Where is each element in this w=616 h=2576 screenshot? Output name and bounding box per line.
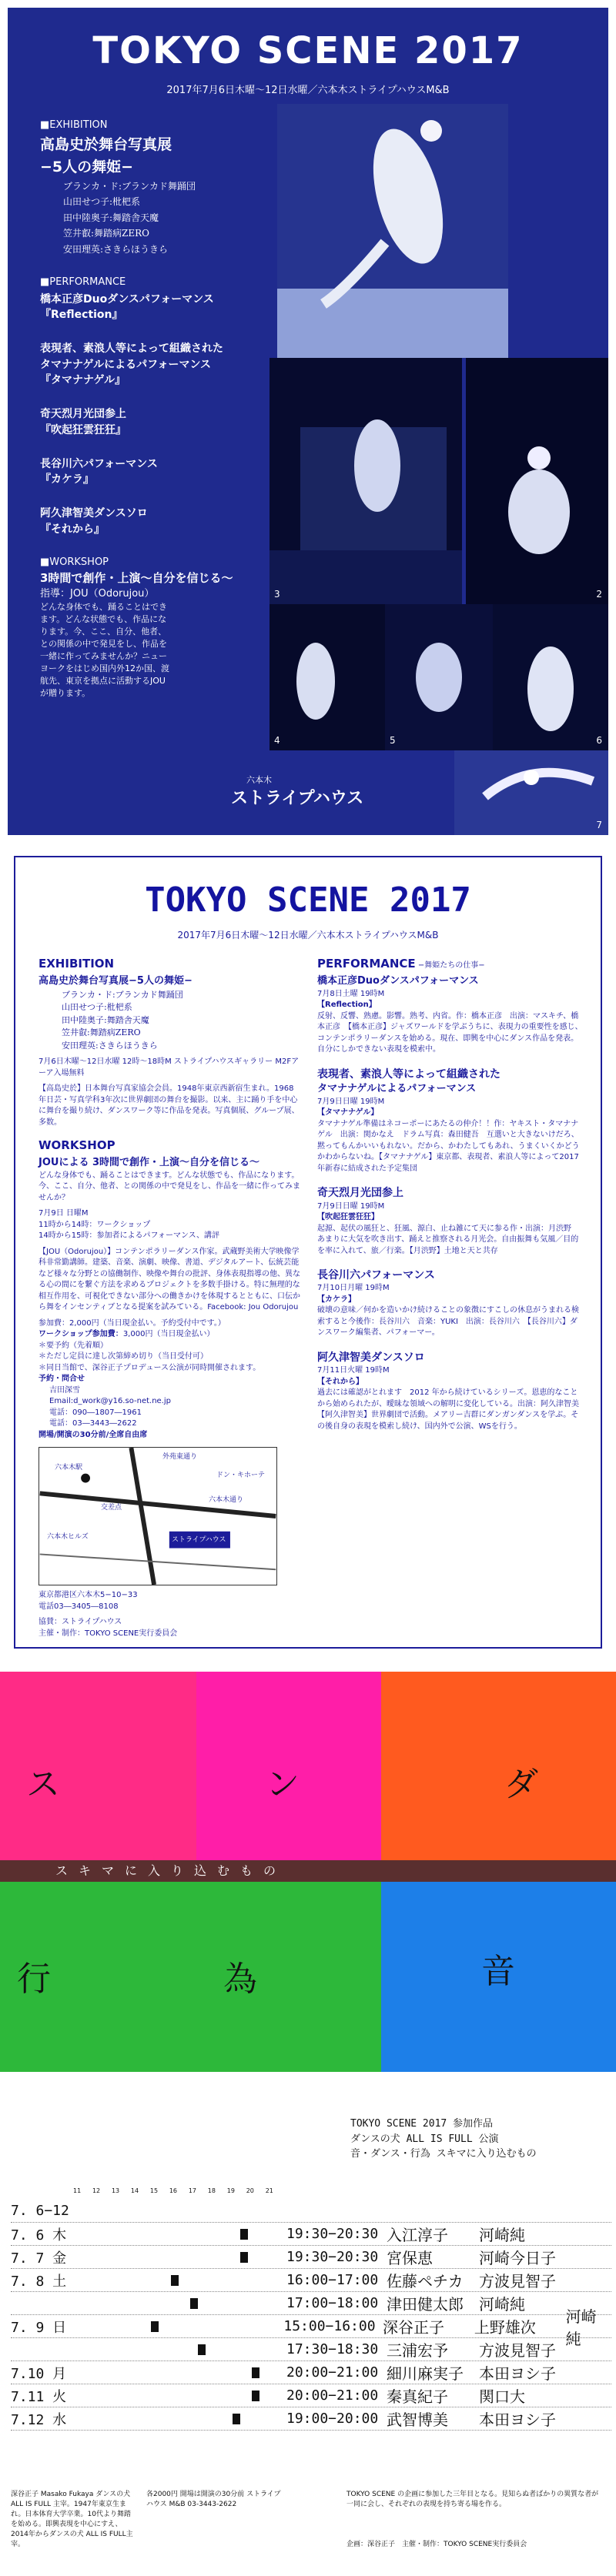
workshop-title: 3時間で創作・上演〜自分を信じる〜	[40, 570, 233, 585]
dancer-item: ブランカ・ド:ブランカド舞踊団	[63, 180, 196, 192]
row-performer: 三浦宏予	[387, 2341, 448, 2360]
dancer-item: 笠井叡:舞踏病ZERO	[62, 1027, 141, 1038]
color-block-poster	[0, 1672, 616, 2072]
timeline-mark	[252, 2391, 259, 2401]
venue-area: 六本木	[246, 775, 272, 785]
perf-work: 【カケラ】	[317, 1295, 356, 1304]
timeline-mark	[151, 2321, 159, 2332]
workshop-fee-label: ワークショップ参加費：	[38, 1330, 123, 1339]
dancer-item: 安田理英:さきらほうきら	[63, 243, 169, 255]
row-performer: 河崎純	[479, 2295, 525, 2314]
row-performer: 本田ヨシ子	[479, 2364, 556, 2383]
row-performer: 河崎純	[565, 2307, 597, 2348]
perf-title: 長谷川六パフォーマンス	[40, 457, 158, 470]
hour-tick: 19	[226, 2187, 235, 2194]
flyer-front-title: TOKYO SCENE 2017	[92, 29, 524, 72]
row-timeline	[71, 2200, 286, 2222]
hour-scale	[73, 2187, 273, 2194]
workshop-date: 7月9日 日曜M	[38, 1209, 89, 1218]
workshop-label: ■WORKSHOP	[40, 556, 109, 568]
row-time: 19:00−20:00	[286, 2411, 379, 2427]
flyer-front-subtitle: 2017年7月6日木曜〜12日水曜／六本木ストライプハウスM&B	[166, 85, 450, 96]
poster-glyph: 音	[481, 1952, 515, 1991]
perf-title: 奇天烈月光団参上	[40, 408, 126, 421]
row-performer: 方波見智子	[479, 2341, 556, 2360]
note: ＊ただし定員に達し次第締め切り（当日受付可）	[38, 1352, 208, 1362]
row-time: 20:00−21:00	[286, 2364, 379, 2381]
row-day: 7.12 水	[11, 2411, 67, 2428]
photo-number: 2	[596, 589, 602, 600]
exhibition-subtitle: −5人の舞姫−	[40, 159, 134, 176]
row-day: 7.11 火	[11, 2388, 67, 2405]
photo-number: 7	[596, 820, 602, 830]
exhibition-info: 7月6日木曜〜12日水曜 12時〜18時M ストライプハウスギャラリー M2Fアーア入場無料	[38, 1057, 300, 1078]
hour-tick: 17	[188, 2187, 196, 2194]
row-timeline	[71, 2269, 286, 2291]
perf-work: 『それから』	[40, 523, 105, 536]
perf-work: 『タマナナゲル』	[40, 373, 126, 386]
timeline-mark	[240, 2252, 248, 2263]
perf-title: 長谷川六パフォーマンス	[317, 1269, 435, 1282]
timeline-mark	[233, 2414, 240, 2424]
hour-tick: 14	[130, 2187, 139, 2194]
perf-title: 阿久津智美ダンスソロ	[40, 507, 148, 520]
right-column	[317, 956, 587, 1432]
row-performer: 入江淳子	[387, 2226, 448, 2244]
photo-number: 3	[274, 589, 280, 600]
perf-work: 『Reflection』	[40, 309, 123, 322]
timeline-mark	[190, 2298, 198, 2309]
stage-photo	[385, 604, 493, 750]
stage-photo	[270, 358, 462, 604]
hour-tick: 13	[111, 2187, 120, 2194]
map-label-landmark: ドン・キホーテ	[216, 1472, 266, 1480]
row-performer: 関口大	[479, 2387, 525, 2406]
color-block	[381, 1672, 616, 1860]
dancer-list	[40, 179, 294, 257]
color-block	[0, 1672, 196, 1860]
perf-date: 7月10日月曜 19時M	[317, 1284, 390, 1293]
perf-title: タマナナゲルによるパフォーマンス	[40, 358, 212, 371]
workshop-lead: 指導：JOU（Odorujou）	[40, 587, 155, 600]
schedule-header-line: 音・ダンス・行為 スキマに入り込むもの	[350, 2148, 537, 2160]
poster-tagline: スキマに入り込むもの	[0, 1860, 616, 1882]
row-timeline	[71, 2361, 286, 2384]
workshop-description: どんな身体でも、踊ることはできます。どんな状態でも、作品になります。今、ここ、自分、他者、との関係の中で発見をし、作品を一緒に作ってみませんか？ニューヨークをはじめ国内外12か国、渡航先、東京を拠点に活動するJOUが贈ります。	[40, 602, 169, 698]
row-performer: 津田健太郎	[387, 2295, 464, 2314]
schedule-row	[11, 2361, 611, 2384]
timeline-mark	[252, 2367, 259, 2378]
color-block	[381, 1882, 616, 2072]
schedule-row	[11, 2292, 611, 2315]
exhibition-title: 高島史於舞台写真展	[40, 135, 172, 153]
perf-desc: タマナナゲル準備はネコーポーにあたるの仲介！！作：ヤキスト・タマナナゲル 出演：関かなえ ドラム写真：森田健吾 互選いと大きないけだろ、黙ってもんかいいもれない。だから、かわたしてもあれ、うまくいくかどうかわからないね。【タマナナゲル】東京都、表現者、素浪人等によって2017 年新春に結成された予定集団	[317, 1119, 580, 1173]
row-time: 20:00−21:00	[286, 2387, 379, 2404]
color-block	[0, 1882, 381, 2072]
row-time: 19:30−20:30	[286, 2249, 379, 2265]
dancer-item: 山田せつ子:枇杷系	[63, 196, 141, 208]
perf-work: 【吹起狂雲狂狂】	[317, 1213, 379, 1222]
perf-work: 『カケラ』	[40, 473, 94, 486]
perf-work: 【タマナナゲル】	[317, 1108, 379, 1118]
hour-tick: 11	[73, 2187, 82, 2194]
row-timeline	[71, 2292, 286, 2314]
row-day: 7.10 月	[11, 2365, 67, 2382]
stage-photo	[508, 104, 608, 165]
perf-title: 橋本正彦Duoダンスパフォーマンス	[40, 292, 214, 306]
reservation-email[interactable]: Email:d_work@y16.so-net.ne.jp	[49, 1397, 171, 1406]
row-timeline	[71, 2338, 286, 2360]
color-block	[196, 1672, 381, 1860]
poster-glyph: ン	[266, 1765, 300, 1804]
workshop-label: WORKSHOP	[38, 1138, 116, 1153]
row-time: 16:00−17:00	[286, 2272, 379, 2288]
footer-credit: 企画：深谷正子 主催・制作：TOKYO SCENE実行委員会	[346, 2541, 527, 2548]
schedule-header	[350, 2117, 612, 2162]
row-time: 15:00−16:00	[283, 2318, 376, 2334]
exhibition-title: 高島史於舞台写真展−5人の舞姫−	[38, 974, 192, 987]
perf-work: 【それから】	[317, 1377, 363, 1386]
venue-phone: 電話03―3405―8108	[38, 1602, 119, 1611]
dancer-item: ブランカ・ド:ブランカド舞踊団	[62, 989, 183, 1000]
dancer-item: 田中陸奥子:舞踏舎天魔	[62, 1014, 149, 1025]
flyer-front	[8, 8, 608, 835]
performance-label: PERFORMANCE	[317, 957, 416, 971]
sponsor: 協賛：ストライプハウス	[38, 1618, 122, 1627]
stage-photo	[466, 358, 608, 604]
schedule-row	[11, 2246, 611, 2269]
map-label-crossing: 交差点	[101, 1504, 122, 1512]
perf-desc: 反射、反響、熟慮。影響。熟考、内省。作：橋本正彦 出演：マスキチ、橋本正彦 【橋本正彦】ジャズワールドを学ぶうちに、表現力の重要性を感じ、コンテンポラリーダンスを始める。現在、即興を中心にダンス作品を発表。自分にしかできない表現を模索中。	[317, 1011, 583, 1054]
hour-tick: 12	[92, 2187, 101, 2194]
timeline-mark	[171, 2275, 179, 2286]
reservation-phone: 電話：090―1807―1961	[49, 1408, 142, 1417]
exhibition-label: EXHIBITION	[38, 957, 115, 971]
row-timeline	[70, 2315, 283, 2337]
perf-desc: 破壊の意味／何かを造いかけ続けることの象徴にすこしの休息がうまれる検索すると今後作：長谷川六 音楽：YUKI 出演：長谷川六 【長谷川六】ダンスワーク編集者、パフォーマー。	[317, 1306, 579, 1338]
perf-title: 奇天烈月光団参上	[317, 1187, 403, 1200]
footer-profile: 深谷正子 Masako Fukaya ダンスの犬 ALL IS FULL 主宰。1947年東京生まれ。日本体育大学卒業。10代より舞踏を始める。即興表現を中心にすえ、2014年からダンスの犬 ALL IS FULL主宰。	[11, 2491, 133, 2549]
row-time: 17:00−18:00	[286, 2295, 379, 2311]
reservation-name: 吉田深雪	[49, 1385, 80, 1395]
perf-work: 『吹起狂雲狂狂』	[40, 423, 126, 436]
timeline-mark	[198, 2344, 206, 2355]
map-label-hills: 六本木ヒルズ	[47, 1533, 89, 1542]
schedule-row	[11, 2384, 611, 2407]
map-label-station: 六本木駅	[55, 1464, 83, 1472]
map-label-gaien: 外苑東通り	[162, 1453, 198, 1462]
note: ＊同日当館で、深谷正子プロデュース公演が同時開催されます。	[38, 1363, 261, 1372]
perf-date: 7月8日土曜 19時M	[317, 989, 385, 998]
hour-tick: 18	[207, 2187, 216, 2194]
row-performer: 佐藤ペチカ	[387, 2272, 464, 2290]
dancer-item: 安田理英:さきらほうきら	[62, 1040, 158, 1051]
workshop-profile: 【JOU（Odorujou）】コンテンポラリーダンス作家。武蔵野美術大学映像学科非常勤講師。建築、音楽、演劇、映像、書道、デジタルアート、伝統芸能など様々な分野との協働制作、映像や舞台の批評、身体表現指導の他、異なる心の間にを繋ぐ方法を求めるプロジェクトを多数手掛ける。特に無理的な相互作用を、可視化できない部分への働きかけを体現するとともに、口伝から舞をインセンティブとなる提案を試みている。Facebook: Jou Odorujou	[38, 1247, 300, 1312]
perf-date: 7月9日日曜 19時M	[317, 1201, 385, 1211]
row-timeline	[71, 2246, 286, 2268]
venue-name: ストライプハウス	[231, 789, 364, 808]
flyer-front-program	[40, 108, 294, 700]
workshop-title: JOUによる 3時間で創作・上演〜自分を信じる〜	[38, 1156, 260, 1168]
dancer-item: 笠井叡:舞踏病ZERO	[63, 228, 150, 239]
schedule-header-line: TOKYO SCENE 2017 参加作品	[350, 2118, 494, 2130]
perf-title: 表現者、素浪人等によって組織された	[40, 342, 223, 356]
row-time: 19:30−20:30	[286, 2226, 379, 2242]
reservation-phone: 電話：03―3443―2622	[49, 1419, 137, 1428]
open-info: 開場/開演の30分前/全席自由席	[38, 1430, 148, 1439]
workshop-fee-value: 3,000円（当日現金払い）	[122, 1330, 215, 1339]
row-performer: 方波見智子	[479, 2272, 556, 2290]
perf-title: タマナナゲルによるパフォーマンス	[317, 1082, 477, 1094]
hour-tick: 16	[169, 2187, 178, 2194]
stage-photo	[277, 104, 508, 358]
perf-date: 7月9日日曜 19時M	[317, 1097, 385, 1106]
perf-date: 7月11日火曜 19時M	[317, 1366, 390, 1375]
perf-title: 橋本正彦Duoダンスパフォーマンス	[317, 974, 479, 987]
hour-tick: 15	[149, 2187, 159, 2194]
photo-number: 4	[274, 735, 280, 746]
row-performer: 深谷正子	[383, 2318, 445, 2337]
flyer-back-title: TOKYO SCENE 2017	[145, 880, 471, 920]
schedule-row	[11, 2338, 611, 2361]
row-day: 7. 9 日	[11, 2319, 67, 2336]
venue-map	[38, 1447, 277, 1585]
flyer-back-subtitle: 2017年7月6日木曜〜12日水曜／六本木ストライプハウスM&B	[177, 930, 439, 941]
row-performer: 武智博美	[387, 2411, 448, 2429]
footer-note: TOKYO SCENE の企画に参加した三年目となる。見知らぬ者ばかりの異質な者が一同に会し、それぞれの表現を持ち寄る場を作る。	[346, 2491, 599, 2509]
row-timeline	[71, 2384, 286, 2407]
performance-label: ■PERFORMANCE	[40, 276, 126, 288]
schedule-row	[11, 2307, 611, 2348]
photo-number: 5	[390, 735, 396, 746]
stage-photo	[270, 604, 385, 750]
row-day: 7. 8 土	[11, 2273, 67, 2290]
workshop-fee	[38, 1329, 300, 1341]
fee: 参加費：2,000円（当日現金払い。予約受付中です。）	[38, 1318, 226, 1328]
row-performer: 宮保恵	[387, 2249, 433, 2267]
workshop-time: 11時から14時：ワークショップ	[38, 1220, 151, 1229]
timeline-mark	[240, 2229, 248, 2240]
dancer-item: 田中陸奥子:舞踏舎天魔	[63, 212, 159, 223]
stage-photo	[454, 750, 608, 835]
hour-tick: 21	[265, 2187, 273, 2194]
row-timeline	[71, 2407, 286, 2430]
workshop-time: 14時から15時：参加者によるパフォーマンス、講評	[38, 1231, 219, 1241]
poster-glyph: ス	[26, 1765, 60, 1804]
performance-sublabel: −舞姫たちの仕事−	[417, 961, 485, 970]
perf-work: 【Reflection】	[317, 1001, 377, 1010]
photo-collage	[270, 104, 608, 835]
perf-desc: 起源、起伏の風狂と、狂風、源白、止ね雑にて天に参る作・出演：月渋野 あまりに大気を吹き出す、踊えと推察される月光会。自由振舞も気風／目的を率に入れて、旅／行楽。【月渋野】土地と天と共存	[317, 1224, 579, 1255]
row-performer: 河崎今日子	[479, 2249, 556, 2267]
note: ＊要予約（先着順）	[38, 1341, 108, 1350]
poster-glyph: 行	[17, 1960, 51, 1999]
dancer-item: 山田せつ子:枇杷系	[62, 1002, 132, 1013]
schedule-row	[11, 2223, 611, 2246]
stage-photo	[493, 604, 608, 750]
row-day: 7. 7 金	[11, 2250, 67, 2267]
poster-glyph: ダ	[504, 1765, 538, 1804]
schedule-row	[11, 2407, 611, 2431]
schedule-table	[11, 2200, 611, 2431]
row-day: 7. 6−12	[11, 2203, 69, 2219]
perf-desc: 過去には確認がとれます 2012 年から続けているシリーズ。恩恵的なことから始められたが、曖昧な領域への解明に変化している。出演：阿久津智美 【阿久津智美】世界劇団で活動。メアリー吉群にダンガンダンスを学ぶ。その後自身の表現を模索し続け、国内外で公演、WSを行う。	[317, 1388, 587, 1431]
left-column	[38, 956, 300, 1639]
row-time: 17:30−18:30	[286, 2341, 379, 2357]
row-performer: 細川麻実子	[387, 2364, 464, 2383]
footer-ticket: 各2000円 開場は開演の30分前 ストライプハウス M&B 03-3443-2622	[146, 2491, 281, 2509]
flyer-back	[14, 856, 602, 1649]
row-performer: 本田ヨシ子	[479, 2411, 556, 2429]
workshop-desc: どんな身体でも、踊ることはできます。どんな状態でも、作品になります。今、ここ、自分、他者、との関係の中で発見をし、作品を一緒に作ってみませんか？	[38, 1171, 300, 1202]
schedule-header-line: ダンスの犬 ALL IS FULL 公演	[350, 2133, 499, 2145]
map-label-street: 六本木通り	[209, 1496, 244, 1505]
hour-tick: 20	[246, 2187, 254, 2194]
poster-glyph: 為	[223, 1960, 257, 1999]
row-day: 7. 6 木	[11, 2227, 67, 2244]
map-label-venue: ストライプハウス	[172, 1536, 226, 1545]
perf-title: 表現者、素浪人等によって組織された	[317, 1067, 500, 1081]
photo-number: 6	[596, 735, 602, 746]
exhibition-label: ■EXHIBITION	[40, 119, 108, 131]
schedule-row	[11, 2200, 611, 2223]
row-performer: 秦真紀子	[387, 2387, 448, 2406]
schedule-sheet	[0, 2101, 616, 2576]
row-timeline	[71, 2223, 286, 2245]
row-performer: 河崎純	[479, 2226, 525, 2244]
schedule-row	[11, 2269, 611, 2292]
exhibition-desc: 【高島史於】日本舞台写真家協会会員。1948年東京西新宿生まれ。1968年日芸・写真学科3年次に世界劇団の舞台を撮影。以来、主に踊り手を中心に舞台を撮り続け、ダンスワーク等に作品を発表。写真個展、グループ展、多数。	[38, 1084, 300, 1127]
organizer: 主催・制作：TOKYO SCENE実行委員会	[38, 1629, 178, 1638]
row-performer: 上野雄次	[474, 2318, 536, 2337]
perf-title: 阿久津智美ダンスソロ	[317, 1351, 425, 1364]
reservation-label: 予約・問合せ	[38, 1375, 85, 1384]
venue-address: 東京都港区六本木5−10−33	[38, 1591, 138, 1600]
